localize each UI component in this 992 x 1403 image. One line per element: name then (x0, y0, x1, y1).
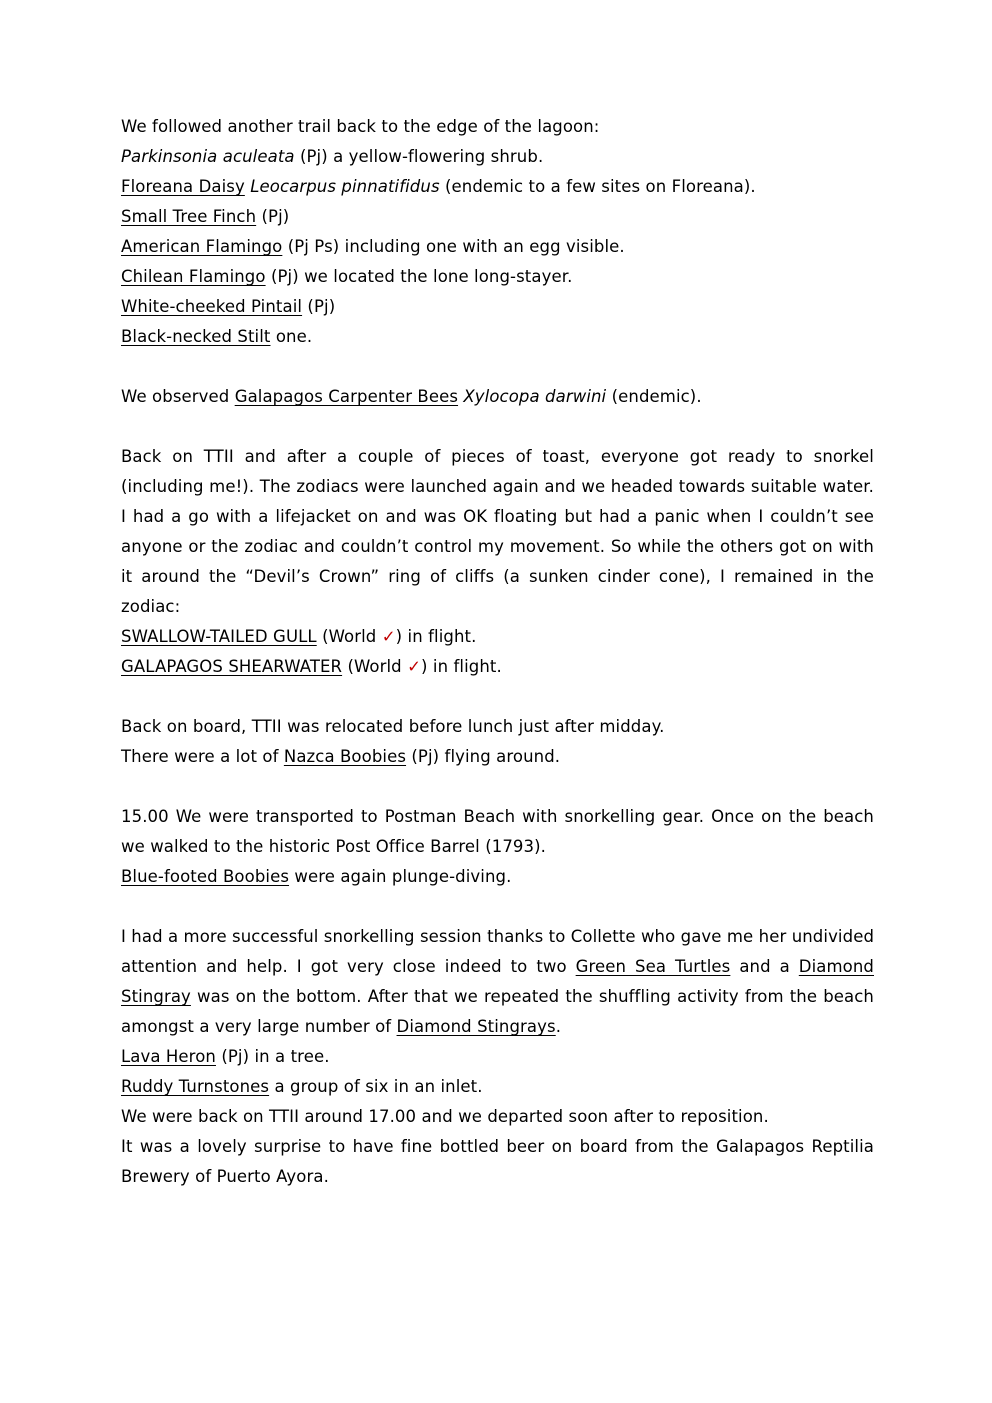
text-segment: Back on board, TTII was relocated before lunch just after midday. (121, 717, 665, 736)
text-line (121, 622, 874, 652)
text-segment: We followed another trail back to the edge of the lagoon: (121, 117, 600, 136)
text-line (121, 712, 874, 742)
text-segment: (endemic). (606, 387, 702, 406)
text-segment: Back on TTII and after a couple of pieces of toast, everyone got ready to snorkel (including me!). The zodiacs were launched again and we headed towards suitable water. I had a go with a lifejacket on and was OK floating but had a panic when I couldn’t see anyone or the zodiac and couldn’t control my movement. So while the others got on with it around the “Devil’s Crown” ring of cliffs (a sunken cinder cone), I remained in the zodiac: (121, 447, 874, 616)
text-line (121, 1102, 874, 1132)
paragraph (121, 922, 874, 1042)
text-segment: (Pj) flying around. (406, 747, 561, 766)
text-segment: ) in flight. (421, 657, 502, 676)
text-segment: (Pj) a yellow-flowering shrub. (294, 147, 544, 166)
text-segment: . (555, 1017, 562, 1036)
paragraph (121, 442, 874, 622)
text-segment: There were a lot of (121, 747, 284, 766)
species-name: Nazca Boobies (283, 747, 407, 766)
species-name: Diamond Stingrays (396, 1017, 556, 1036)
text-line (121, 112, 874, 142)
species-name: Diamond Stingray (121, 957, 874, 1006)
line-group (121, 382, 874, 412)
species-name: American Flamingo (121, 237, 283, 256)
text-segment: one. (270, 327, 313, 346)
text-line (121, 1042, 874, 1072)
text-segment: (Pj) we located the lone long-stayer. (265, 267, 573, 286)
text-segment: (endemic to a few sites on Floreana). (439, 177, 756, 196)
species-name: Lava Heron (121, 1047, 216, 1066)
line-group (121, 712, 874, 772)
species-name: Green Sea Turtles (575, 957, 731, 976)
paragraph (121, 802, 874, 862)
text-segment: (Pj) in a tree. (215, 1047, 330, 1066)
text-line (121, 262, 874, 292)
red-checkmark-icon: ✓ (381, 627, 396, 646)
text-segment: were again plunge-diving. (289, 867, 512, 886)
scientific-name: Leocarpus pinnatifidus (250, 177, 440, 196)
text-segment: (World (316, 627, 382, 646)
text-line (121, 202, 874, 232)
text-segment: It was a lovely surprise to have fine bottled beer on board from the Galapagos Reptilia Brewery of Puerto Ayora. (121, 1137, 874, 1186)
text-segment: was on the bottom. After that we repeated the shuffling activity from the beach amongst a very large number of (121, 987, 874, 1036)
species-name: Black-necked Stilt (121, 327, 271, 346)
text-segment: (Pj) (302, 297, 336, 316)
text-line (121, 1072, 874, 1102)
text-segment: ) in flight. (395, 627, 477, 646)
scientific-name: Parkinsonia aculeata (121, 147, 295, 166)
species-name: Small Tree Finch (121, 207, 257, 226)
species-name: Floreana Daisy (121, 177, 245, 196)
line-group (121, 112, 874, 352)
text-line (121, 862, 874, 892)
text-segment: (Pj) (256, 207, 290, 226)
text-line (121, 172, 874, 202)
line-group (121, 862, 874, 892)
text-segment: (World (342, 657, 408, 676)
species-name: GALAPAGOS SHEARWATER (121, 657, 343, 676)
species-name: Ruddy Turnstones (121, 1077, 270, 1096)
text-line (121, 322, 874, 352)
species-name: SWALLOW-TAILED GULL (121, 627, 317, 646)
text-line (121, 382, 874, 412)
text-line (121, 142, 874, 172)
text-segment: We observed (121, 387, 235, 406)
text-segment: We were back on TTII around 17.00 and we departed soon after to reposition. (121, 1107, 769, 1126)
text-segment: and a (730, 957, 799, 976)
text-line (121, 232, 874, 262)
text-segment: (Pj Ps) including one with an egg visible. (282, 237, 625, 256)
scientific-name: Xylocopa darwini (463, 387, 607, 406)
species-name: Chilean Flamingo (121, 267, 266, 286)
species-name: Galapagos Carpenter Bees (234, 387, 459, 406)
species-name: Blue-footed Boobies (121, 867, 290, 886)
text-segment: I had a more successful snorkelling session thanks to Collette who gave me her undivided attention and help. I got very close indeed to two (121, 927, 875, 976)
line-group (121, 1042, 874, 1132)
text-line (121, 292, 874, 322)
red-checkmark-icon: ✓ (407, 657, 422, 676)
text-line (121, 742, 874, 772)
paragraph (121, 1132, 874, 1192)
line-group (121, 622, 874, 682)
text-segment: 15.00 We were transported to Postman Beach with snorkelling gear. Once on the beach we walked to the historic Post Office Barrel (1793). (121, 807, 874, 856)
text-segment: a group of six in an inlet. (269, 1077, 483, 1096)
text-line (121, 652, 874, 682)
species-name: White-cheeked Pintail (121, 297, 303, 316)
document-body (121, 112, 874, 1192)
